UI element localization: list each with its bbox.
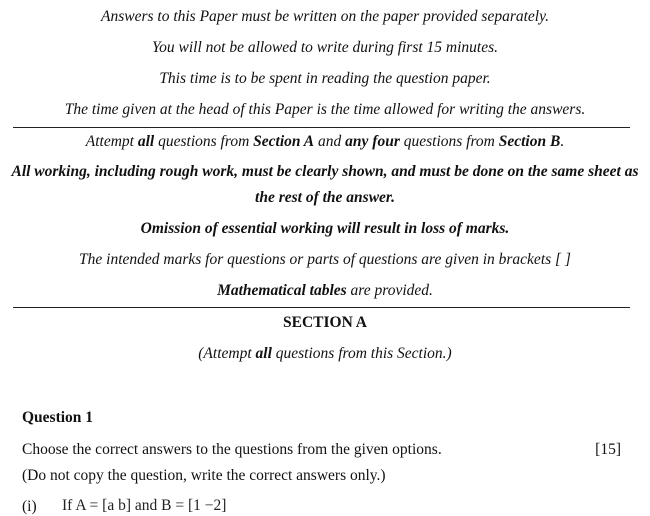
instruction-1: Answers to this Paper must be written on the paper provided separately. — [100, 8, 550, 25]
attempt-rule: Attempt all questions from Section A and any four questions from Section B. — [85, 133, 565, 150]
question-instruction: Choose the correct answers to the questions from the given options. — [22, 441, 442, 458]
part-label: (i) — [22, 498, 37, 515]
working-rule-line-2: the rest of the answer. — [255, 189, 395, 206]
instruction-3: This time is to be spent in reading the question paper. — [159, 70, 491, 87]
question-note: (Do not copy the question, write the correct answers only.) — [22, 467, 386, 484]
part-text-partial: If A = [a b] and B = [1 −2] — [62, 497, 227, 514]
divider-bottom — [13, 307, 630, 308]
working-rule-line-1: All working, including rough work, must be clearly shown, and must be done on the same sheet as — [11, 163, 639, 180]
section-title: SECTION A — [283, 314, 367, 331]
instruction-2: You will not be allowed to write during first 15 minutes. — [151, 39, 499, 56]
question-title: Question 1 — [22, 409, 94, 426]
instruction-4: The time given at the head of this Paper is the time allowed for writing the answers. — [64, 101, 586, 118]
marks-rule: The intended marks for questions or parts of questions are given in brackets [ ] — [79, 251, 571, 268]
divider-top — [13, 127, 630, 128]
omission-rule: Omission of essential working will result in loss of marks. — [140, 220, 510, 237]
tables-rule: Mathematical tables are provided. — [217, 282, 433, 299]
question-marks: [15] — [595, 441, 621, 458]
section-note: (Attempt all questions from this Section.) — [198, 345, 452, 362]
